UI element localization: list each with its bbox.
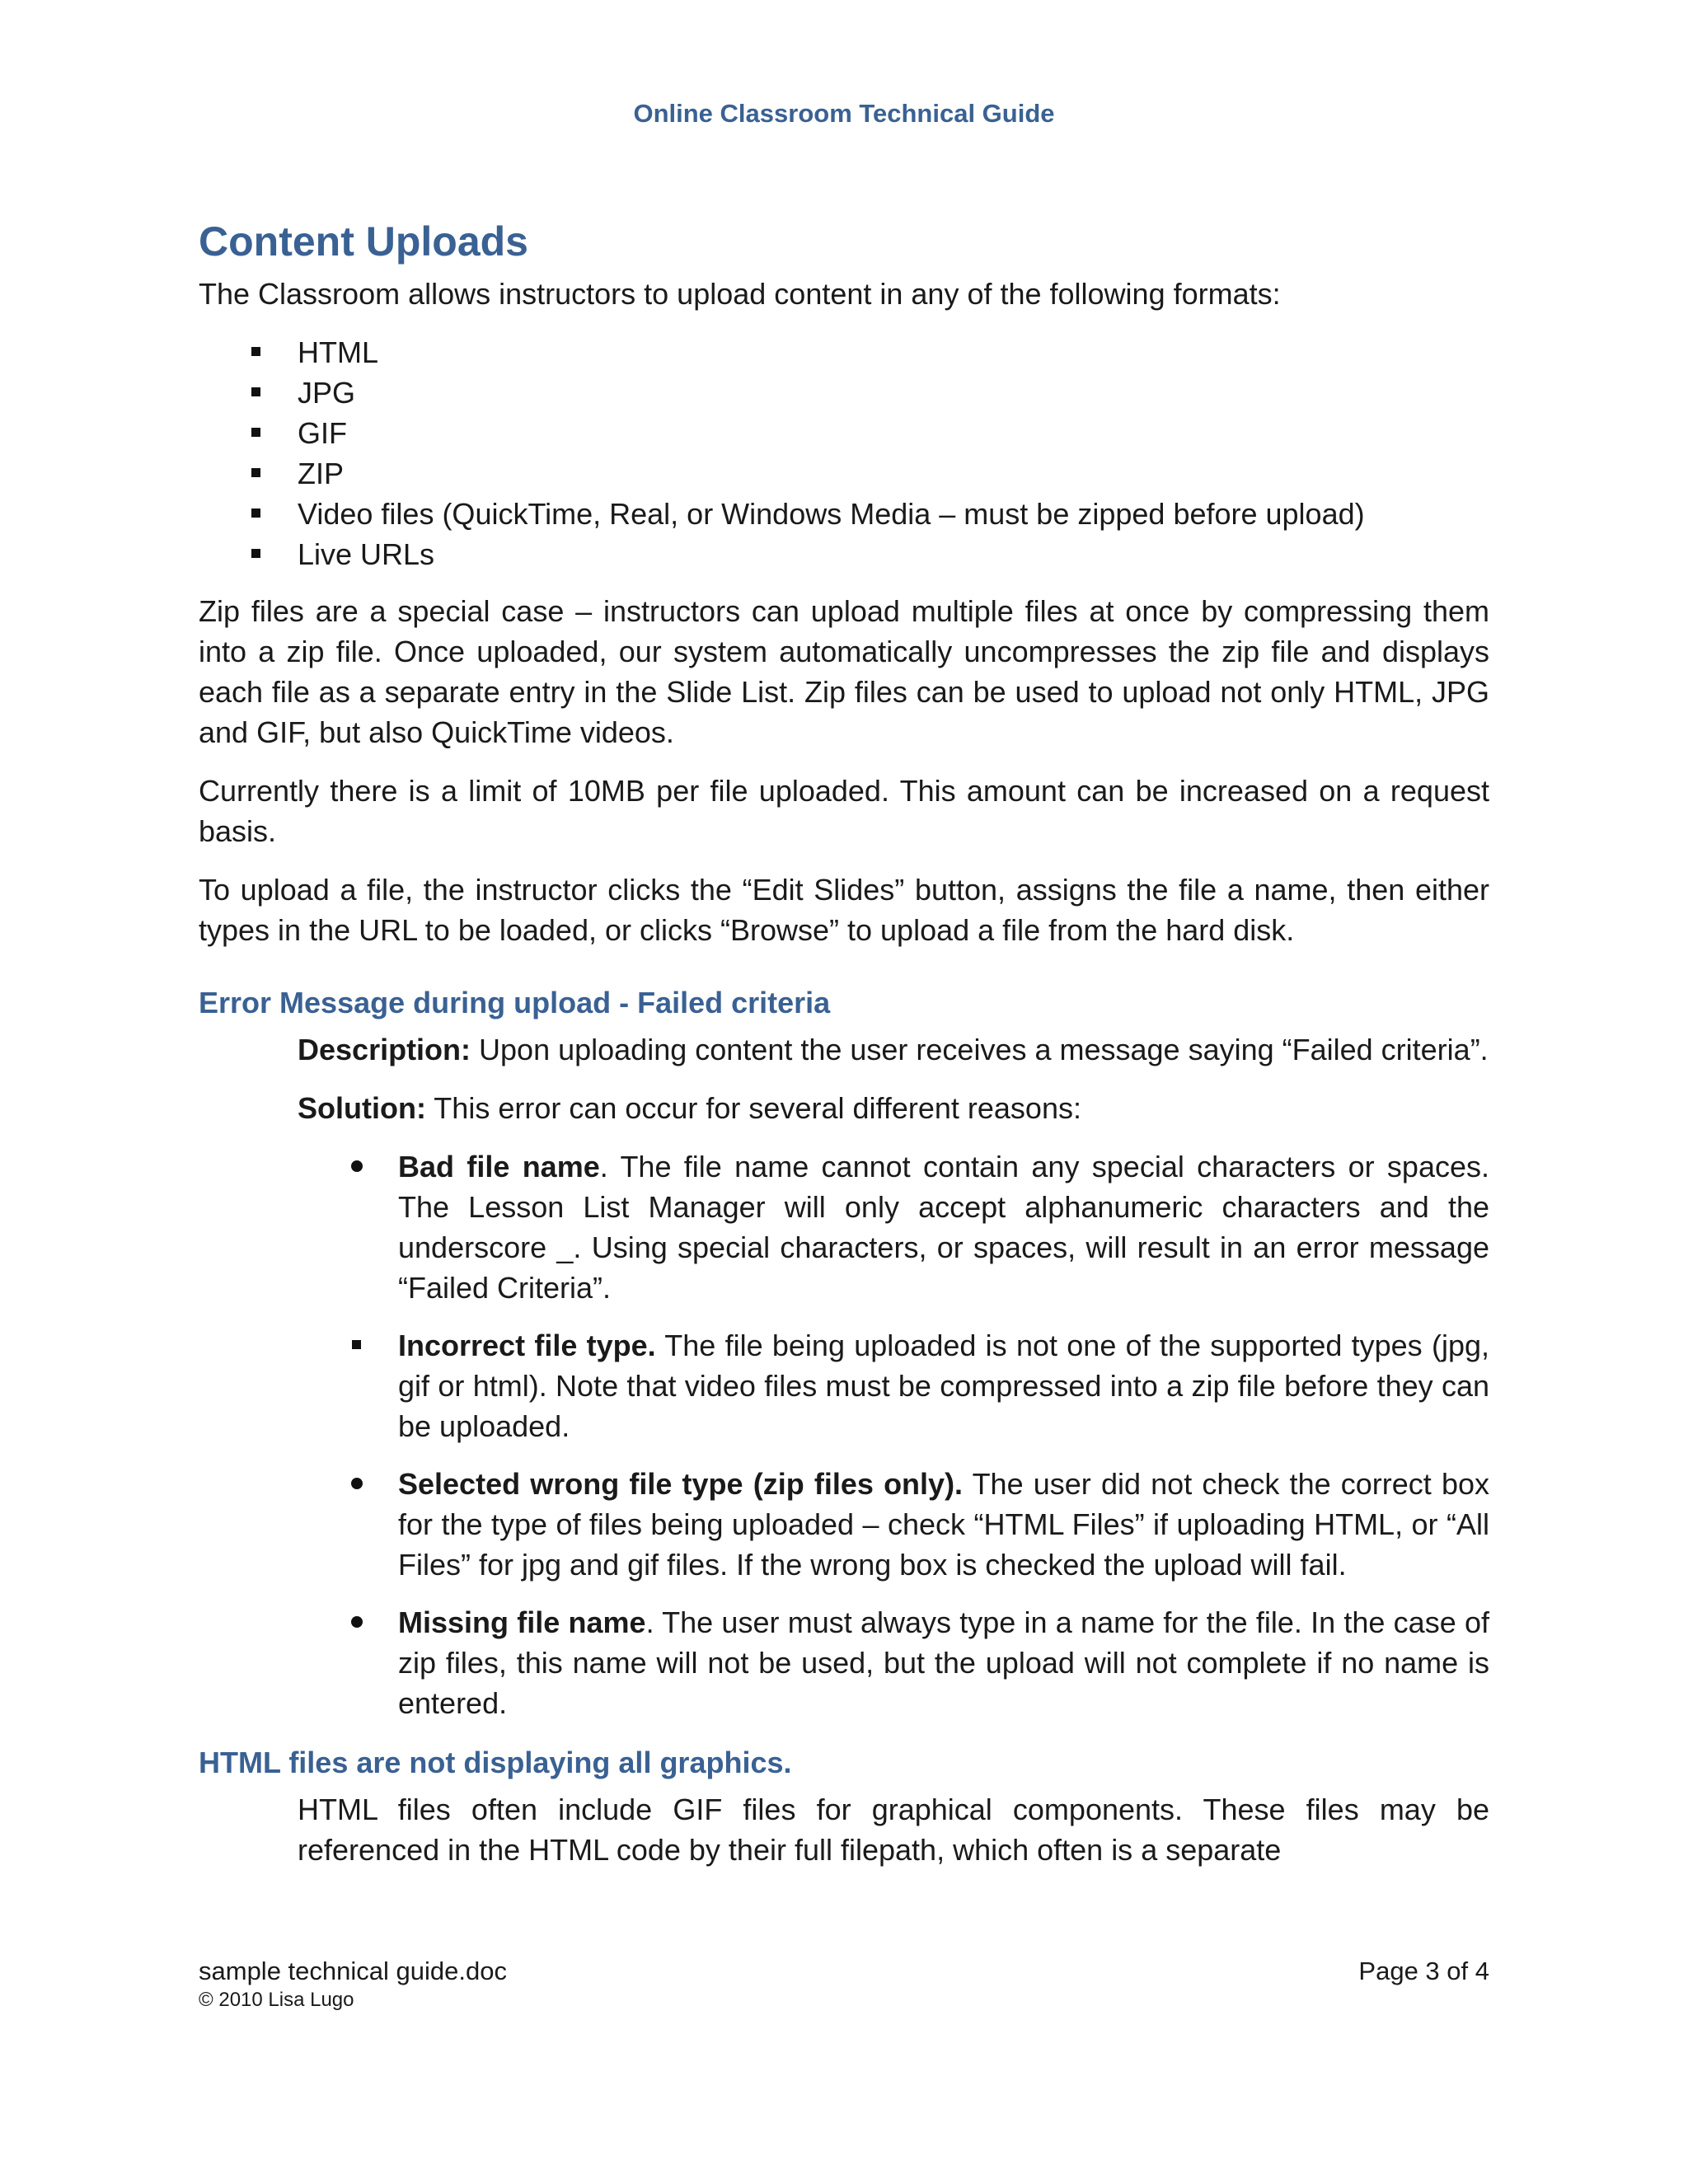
upload-paragraph: To upload a file, the instructor clicks the “Edit Slides” button, assigns the file a name, then either types in the URL to be loaded, or clicks “Browse” to upload a file from the hard disk.	[199, 873, 1489, 947]
square-bullet-icon	[251, 468, 260, 477]
zip-paragraph: Zip files are a special case – instructors can upload multiple files at once by compressing them into a zip file. Once uploaded, our system automatically uncompresses the zip file and displays each file as a separate entry in the Slide List. Zip files can be used to upload not only HTML, JPG and GIF, but also QuickTime videos.	[199, 594, 1489, 749]
footer-filename: sample technical guide.doc	[199, 1957, 507, 1985]
round-bullet-icon	[351, 1616, 363, 1628]
square-bullet-icon	[251, 549, 260, 558]
page-footer	[199, 1955, 1489, 2013]
description-paragraph: Description: Upon uploading content the user receives a message saying “Failed criteria”.	[298, 1033, 1489, 1066]
list-item: Bad file name. The file name cannot contain any special characters or spaces. The Lesson List Manager will only accept alphanumeric characters and the underscore _. Using special characters, or spaces, will result in an error message “Failed Criteria”.	[199, 1146, 1489, 1308]
description-label: Description:	[298, 1033, 471, 1066]
graphics-heading: HTML files are not displaying all graphics.	[199, 1746, 792, 1779]
square-bullet-icon	[251, 347, 260, 356]
intro-paragraph: The Classroom allows instructors to upload content in any of the following formats:	[199, 277, 1281, 311]
error-details	[298, 1029, 1489, 1128]
graphics-paragraph: HTML files often include GIF files for graphical components. These files may be referenced in the HTML code by their full filepath, which often is a separate	[298, 1793, 1489, 1867]
list-item: JPG	[199, 373, 1489, 413]
solution-label: Solution:	[298, 1091, 426, 1125]
list-item: GIF	[199, 413, 1489, 453]
reasons-list	[199, 1146, 1489, 1723]
list-item: HTML	[199, 332, 1489, 373]
list-item: Selected wrong file type (zip files only). The user did not check the correct box for the type of files being uploaded – check “HTML Files” if uploading HTML, or “All Files” for jpg and gif files. If the wrong box is checked the upload will fail.	[199, 1464, 1489, 1585]
list-item: Live URLs	[199, 534, 1489, 574]
footer-copyright: © 2010 Lisa Lugo	[199, 1989, 354, 2011]
footer-page-number: Page 3 of 4	[1358, 1957, 1489, 1985]
list-item: Incorrect file type. The file being uploaded is not one of the supported types (jpg, gif or html). Note that video files must be compressed into a zip file before they can be uploaded.	[199, 1325, 1489, 1446]
section-heading: Content Uploads	[199, 218, 528, 265]
square-bullet-icon	[251, 387, 260, 396]
square-bullet-icon	[352, 1340, 361, 1349]
list-item: Video files (QuickTime, Real, or Windows Media – must be zipped before upload)	[199, 494, 1489, 534]
list-item: ZIP	[199, 453, 1489, 494]
format-list	[199, 332, 1489, 574]
round-bullet-icon	[351, 1160, 363, 1172]
square-bullet-icon	[251, 509, 260, 518]
square-bullet-icon	[251, 428, 260, 437]
solution-paragraph: Solution: This error can occur for several different reasons:	[298, 1091, 1081, 1125]
document-body	[199, 216, 1489, 1888]
list-item: Missing file name. The user must always type in a name for the file. In the case of zip files, this name will not be used, but the upload will not complete if no name is entered.	[199, 1602, 1489, 1723]
round-bullet-icon	[351, 1478, 363, 1489]
running-header: Online Classroom Technical Guide	[633, 99, 1055, 128]
error-heading: Error Message during upload - Failed criteria	[199, 986, 831, 1019]
limit-paragraph: Currently there is a limit of 10MB per file uploaded. This amount can be increased on a request basis.	[199, 774, 1489, 848]
